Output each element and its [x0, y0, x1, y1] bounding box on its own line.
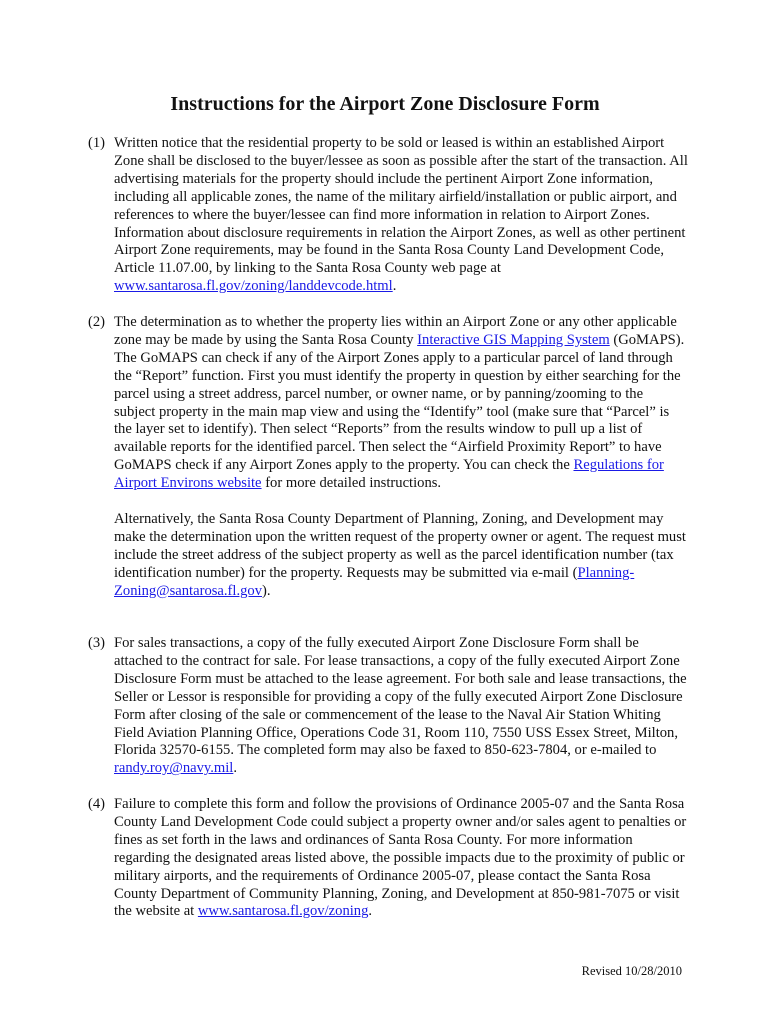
planning-email-link[interactable]: Planning-Zoning@santarosa.fl.gov — [114, 564, 635, 599]
text: Alternatively, the Santa Rosa County Department of Planning, Zoning, and Development may make the determination upon the written request of the property owner or agent. The request must include the street address of the subject property as well as the parcel identification number (tax identification number) for the property. Requests may be submitted via e-mail ( — [114, 511, 686, 581]
instruction-item-3 — [88, 635, 688, 778]
item-body — [114, 635, 688, 778]
item-number: (2) — [88, 314, 106, 330]
item-body — [114, 796, 688, 921]
text: for more detailed instructions. — [261, 475, 442, 492]
zoning-website-link[interactable]: www.santarosa.fl.gov/zoning — [197, 903, 369, 920]
instruction-item-1 — [88, 135, 688, 296]
text: For sales transactions, a copy of the fully executed Airport Zone Disclosure Form shall be attached to the contract for sale. For lease transactions, a copy of the fully executed Airport Zone Disclosure Form must be attached to the lease agreement. For both sale and lease transactions, the Seller or Lessor is responsible for providing a copy of the fully executed Airport Zone Disclosure Form after closing of the sale or commencement of the lease to the Naval Air Station Whiting Field Aviation Planning Office, Operations Code 31, Room 110, 7550 USS Essex Street, Milton, Florida 32570-6155. The completed form may also be faxed to 850-623-7804, or e-mailed to — [114, 635, 687, 759]
text: (GoMAPS). The GoMAPS can check if any of the Airport Zones apply to a particular parcel of land through the “Report” function. First you must identify the property in question by either searching for the parcel using a street address, parcel number, or owner name, or by panning/zooming to the subject property in the main map view and using the “Identify” tool (make sure that “Parcel” is the layer set to identify). Then select “Reports” from the results window to pull up a list of available reports for the identified parcel. Then select the “Airfield Proximity Report” to have GoMAPS check if any Airport Zones apply to the property. You can check the — [114, 331, 685, 474]
paragraph — [114, 314, 688, 493]
text: Written notice that the residential property to be sold or leased is within an established Airport Zone shall be disclosed to the buyer/lessee as soon as possible after the start of the transaction. All advertising materials for the property should include the pertinent Airport Zone information, including all applicable zones, the name of the military airfield/installation or public airport, and references to where the buyer/lessee can find more information in relation to Airport Zones. Information about disclosure requirements in relation the Airport Zones, as well as other pertinent Airport Zone requirements, may be found in the Santa Rosa County Land Development Code, Article 11.07.00, by linking to the Santa Rosa County web page at — [114, 135, 688, 277]
text: The determination as to whether the property lies within an Airport Zone or any other applicable zone may be made by using the Santa Rosa County — [114, 314, 677, 348]
revised-date: Revised 10/28/2010 — [581, 964, 682, 978]
item-number: (1) — [88, 135, 106, 151]
paragraph — [114, 135, 688, 296]
text: ). — [262, 582, 271, 599]
text: . — [368, 903, 373, 920]
text: . — [233, 760, 238, 777]
paragraph — [114, 635, 688, 778]
page-title: Instructions for the Airport Zone Disclosure Form — [170, 93, 600, 115]
item-body — [114, 135, 688, 296]
instruction-item-4 — [88, 796, 688, 921]
item-number: (3) — [88, 635, 106, 651]
instruction-item-2 — [88, 314, 688, 601]
airport-environs-link[interactable]: Regulations for Airport Environs website — [114, 457, 664, 492]
paragraph — [114, 511, 688, 601]
gis-mapping-link[interactable]: Interactive GIS Mapping System — [417, 331, 610, 348]
text: . — [392, 278, 397, 295]
navy-email-link[interactable]: randy.roy@navy.mil — [114, 760, 234, 777]
text: Failure to complete this form and follow the provisions of Ordinance 2005-07 and the Santa Rosa County Land Development Code could subject a property owner and/or sales agent to penalties or fines as set forth in the laws and ordinances of Santa Rosa County. For more information regarding the designated areas listed above, the possible impacts due to the proximity of public or military airports, and the requirements of Ordinance 2005-07, please contact the Santa Rosa County Department of Community Planning, Zoning, and Development at 850-981-7075 or visit the website at — [114, 796, 687, 920]
paragraph — [114, 796, 688, 921]
land-dev-code-link[interactable]: www.santarosa.fl.gov/zoning/landdevcode.html — [114, 278, 393, 295]
item-number: (4) — [88, 796, 106, 812]
item-body — [114, 314, 688, 601]
